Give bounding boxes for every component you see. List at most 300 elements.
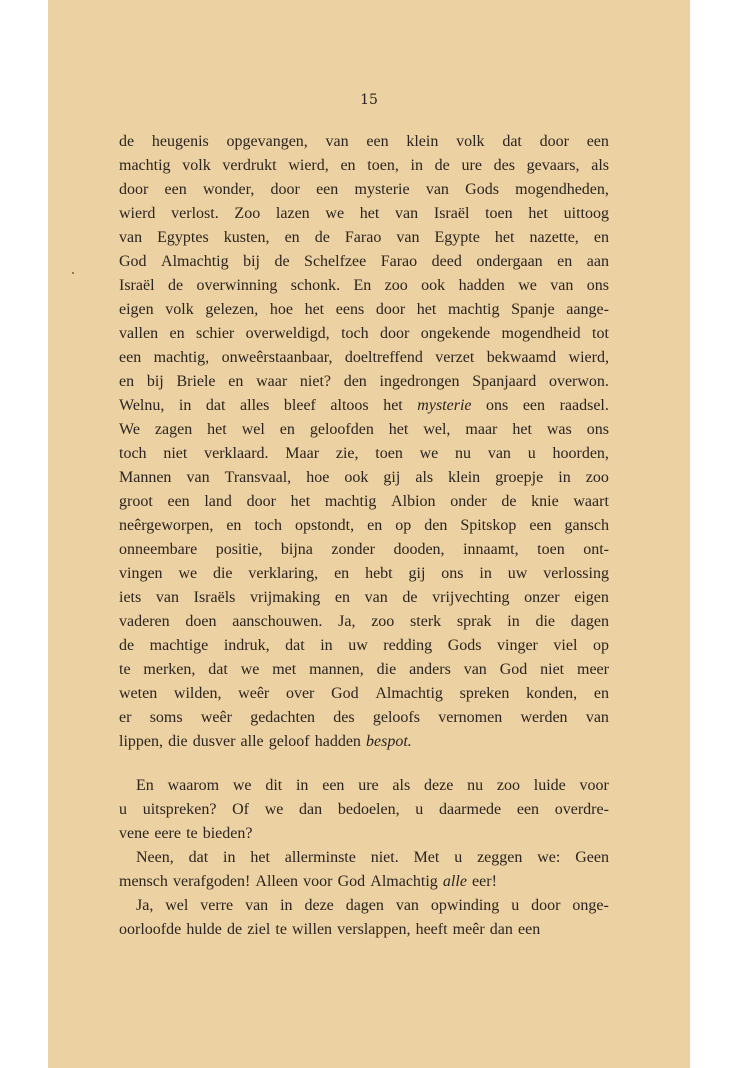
word: in (558, 469, 571, 486)
word: vingen (119, 565, 163, 582)
word: lazen (275, 205, 310, 222)
word: Neen, (136, 849, 174, 866)
text-block-main (119, 130, 609, 754)
word: verlossing (543, 565, 609, 582)
word: niet (540, 661, 565, 678)
word: klein (448, 469, 481, 486)
word: Ja, (136, 897, 154, 914)
word: heeft (415, 921, 448, 938)
word: met (272, 661, 297, 678)
word: We (119, 421, 140, 438)
word: knie (531, 493, 559, 510)
word: kusten, (223, 229, 270, 246)
word: Met (413, 849, 440, 866)
word: en (279, 421, 295, 438)
word: een (529, 517, 552, 534)
text-line (119, 466, 609, 490)
word: de (402, 589, 418, 606)
word: Almachtig (370, 873, 438, 890)
word: innaamt, (463, 541, 519, 558)
word: zoo (585, 469, 609, 486)
word: het (416, 301, 437, 318)
word: en (228, 373, 244, 390)
word: de (226, 921, 243, 938)
word: bespot. (366, 733, 412, 750)
word: te (275, 921, 287, 938)
word: geloofs (372, 709, 420, 726)
word: van (463, 661, 487, 678)
word: in (223, 849, 236, 866)
text-line (119, 250, 609, 274)
word: eer! (472, 873, 497, 890)
word: Farao (380, 253, 418, 270)
word: bekwaamd (486, 349, 557, 366)
word: deed (431, 253, 462, 270)
word: een (119, 349, 142, 366)
word: God (119, 253, 147, 270)
word: God (337, 873, 366, 890)
word: God (499, 661, 528, 678)
text-line (119, 370, 609, 394)
word: het (388, 421, 409, 438)
word: des (333, 709, 355, 726)
word: Israël (119, 277, 155, 294)
word: Spanjaard (472, 373, 537, 390)
word: verlost. (171, 205, 219, 222)
word: bij (146, 373, 164, 390)
word: vaderen (119, 613, 170, 630)
word: luide (533, 777, 566, 794)
word: en (284, 229, 300, 246)
word: u (119, 801, 127, 818)
word: altoos (330, 397, 369, 414)
word: we (264, 801, 284, 818)
text-line (119, 514, 609, 538)
page-number: 15 (360, 92, 378, 108)
text-line (119, 634, 609, 658)
word: waarom (167, 777, 220, 794)
word: van (395, 897, 419, 914)
word: zie, (335, 445, 359, 462)
word: niet? (299, 373, 331, 390)
word: vernomen (438, 709, 503, 726)
word: deze (304, 897, 334, 914)
word: we (325, 205, 345, 222)
text-line (119, 202, 609, 226)
word: we (518, 277, 537, 294)
word: verklaard. (204, 445, 269, 462)
word: Ja, (338, 613, 356, 630)
word: en (119, 373, 135, 390)
word: het (250, 849, 270, 866)
word: van (364, 589, 388, 606)
word: bedoelen, (337, 801, 400, 818)
word: en (169, 325, 185, 342)
word: sprak (456, 613, 492, 630)
word: Farao (344, 229, 382, 246)
word: die (535, 613, 556, 630)
word: verzet (435, 349, 475, 366)
word: den (343, 373, 367, 390)
word: Spitskop (460, 517, 517, 534)
word: verdrukt (222, 157, 277, 174)
word: vrijvechting (432, 589, 510, 606)
word: ons (586, 277, 609, 294)
word: toch (119, 445, 147, 462)
word: opstondt, (294, 517, 355, 534)
word: weêr (200, 709, 232, 726)
word: en (334, 565, 350, 582)
word: aange- (566, 301, 609, 318)
word: overwon. (548, 373, 609, 390)
word: in (507, 613, 520, 630)
word: wonder, (202, 181, 255, 198)
word: alle (442, 873, 467, 890)
word: in (410, 157, 423, 174)
word: van (585, 709, 609, 726)
word: eens (335, 301, 365, 318)
word: neêrgeworpen, (119, 517, 214, 534)
word: wel (241, 421, 265, 438)
word: we (232, 777, 252, 794)
word: het (207, 421, 227, 438)
word: ook (421, 277, 446, 294)
text-line (119, 178, 609, 202)
text-line (119, 894, 609, 918)
word: positie, (215, 541, 263, 558)
word: eigen (119, 301, 154, 318)
word: hoorden, (552, 445, 609, 462)
word: nu (467, 777, 484, 794)
word: voor (579, 777, 609, 794)
word: een (164, 181, 187, 198)
word: onweêrstaanbaar, (221, 349, 333, 366)
word: we (178, 565, 198, 582)
word: dat (208, 661, 228, 678)
word: verafgoden! (172, 873, 251, 890)
word: willen (292, 921, 333, 938)
word: geloofden (309, 421, 374, 438)
word: dan (489, 921, 513, 938)
word: en (226, 517, 242, 534)
word: Israëls (193, 589, 236, 606)
word: het (383, 397, 403, 414)
word: mannen, (309, 661, 364, 678)
word: in (178, 397, 192, 414)
word: dagen (345, 897, 384, 914)
word: gij (383, 469, 401, 486)
word: van (395, 205, 419, 222)
word: klein (406, 133, 439, 150)
word: hadden (458, 277, 505, 294)
word: toen (537, 541, 565, 558)
word: uitspreken? (142, 801, 217, 818)
word: Israël (433, 205, 470, 222)
word: ont- (583, 541, 609, 558)
word: door (119, 181, 149, 198)
word: van (186, 469, 210, 486)
word: die (376, 661, 397, 678)
word: uw (348, 637, 368, 654)
word: machtig (119, 157, 171, 174)
text-line (119, 658, 609, 682)
word: weten (119, 685, 158, 702)
text-line (119, 562, 609, 586)
word: zagen (154, 421, 193, 438)
word: Of (232, 801, 250, 818)
word: onneembare (119, 541, 198, 558)
word: eigen (574, 589, 609, 606)
word: machtig (447, 301, 500, 318)
word: geloof (268, 733, 310, 750)
word: bij (243, 253, 260, 270)
text-line (119, 298, 609, 322)
text-line (119, 226, 609, 250)
word: te (119, 661, 131, 678)
text-line (119, 394, 609, 418)
word: mysterie (417, 397, 472, 414)
text-line (119, 346, 609, 370)
word: machtige (149, 637, 209, 654)
text-line (119, 730, 609, 754)
word: de (119, 133, 135, 150)
word: volk (165, 301, 194, 318)
word: machtig (324, 493, 377, 510)
word: zonder (331, 541, 375, 558)
word: Alleen (255, 873, 299, 890)
text-line (119, 490, 609, 514)
word: God (331, 685, 359, 702)
word: land (204, 493, 232, 510)
text-line (119, 610, 609, 634)
word: in (479, 565, 492, 582)
word: Almachtig (161, 253, 229, 270)
word: niet (163, 445, 188, 462)
word: vinger (497, 637, 538, 654)
word: zoo (371, 613, 395, 630)
word: lippen, (119, 733, 163, 750)
word: zoo (384, 277, 408, 294)
word: raadsel. (559, 397, 609, 414)
word: wilden, (173, 685, 222, 702)
word: waart (573, 493, 609, 510)
book-page (48, 0, 690, 1068)
word: werden (520, 709, 568, 726)
word: gelezen, (205, 301, 259, 318)
word: volk (182, 157, 211, 174)
word: mogendheid (501, 325, 581, 342)
word: dat (285, 637, 305, 654)
word: uw (507, 565, 528, 582)
word: opgevangen, (226, 133, 308, 150)
word: machtig, (153, 349, 210, 366)
word: van (325, 133, 349, 150)
word: van (396, 229, 420, 246)
word: en (340, 157, 356, 174)
word: dooden, (393, 541, 445, 558)
word: verslappen, (337, 921, 411, 938)
word: door (380, 325, 410, 342)
word: en (334, 589, 350, 606)
word: toch (341, 325, 369, 342)
word: dagen (570, 613, 609, 630)
word: een (366, 133, 389, 150)
word: we (419, 445, 439, 462)
word: overdre- (554, 801, 609, 818)
page-speck (72, 272, 74, 274)
text-line (119, 870, 609, 894)
word: wierd, (288, 157, 329, 174)
word: spreken (459, 685, 510, 702)
word: van (119, 229, 143, 246)
word: vallen (119, 325, 159, 342)
word: volk (456, 133, 485, 150)
word: overwinning (196, 277, 278, 294)
word: ingedrongen (379, 373, 460, 390)
word: niet. (370, 849, 399, 866)
word: een (316, 181, 339, 198)
text-block-second (119, 774, 609, 942)
word: in (280, 897, 293, 914)
word: dit (265, 777, 283, 794)
word: dusver (192, 733, 236, 750)
word: Almachtig (375, 685, 443, 702)
word: en (557, 253, 573, 270)
text-line (119, 442, 609, 466)
word: mogendheden, (515, 181, 609, 198)
word: dat (205, 397, 226, 414)
word: van (425, 181, 449, 198)
word: bijna (280, 541, 313, 558)
word: wel, (423, 421, 451, 438)
word: het (528, 205, 548, 222)
word: doeltreffend (344, 349, 423, 366)
word: En (353, 277, 372, 294)
word: zeggen (477, 849, 523, 866)
word: en (367, 517, 383, 534)
word: vene (119, 825, 150, 842)
word: die (168, 733, 188, 750)
word: toch (254, 517, 282, 534)
word: nazette, (529, 229, 579, 246)
word: Albion (391, 493, 436, 510)
word: iets (119, 589, 142, 606)
word: en (593, 229, 609, 246)
word: konden, (526, 685, 578, 702)
word: sterk (410, 613, 442, 630)
word: een (522, 397, 546, 414)
word: ziel (247, 921, 271, 938)
word: hulde (186, 921, 222, 938)
word: Egypte (434, 229, 480, 246)
word: van (155, 589, 179, 606)
word: op (592, 637, 609, 654)
word: Geen (575, 849, 609, 866)
text-line (119, 774, 609, 798)
word: u (511, 897, 520, 914)
word: van (487, 445, 511, 462)
text-line (119, 322, 609, 346)
text-line (119, 586, 609, 610)
word: anders (409, 661, 451, 678)
word: bieden? (202, 825, 253, 842)
word: Mannen (119, 469, 172, 486)
word: dat (188, 849, 209, 866)
word: schonk. (290, 277, 341, 294)
word: Schelfzee (304, 253, 367, 270)
word: hoe (269, 301, 293, 318)
word: die (212, 565, 233, 582)
word: hebt (365, 565, 393, 582)
word: gedachten (250, 709, 316, 726)
text-line (119, 130, 609, 154)
word: hoe (306, 469, 330, 486)
word: bleef (283, 397, 316, 414)
word: gij (408, 565, 426, 582)
word: door (270, 181, 300, 198)
word: op (395, 517, 412, 534)
word: hadden (314, 733, 361, 750)
word: deze (423, 777, 454, 794)
text-line (119, 706, 609, 730)
word: onge- (572, 897, 609, 914)
word: ons (586, 421, 609, 438)
word: schier (196, 325, 235, 342)
word: allerminste (284, 849, 356, 866)
word: door (375, 301, 406, 318)
text-line (119, 798, 609, 822)
word: mensch (119, 873, 168, 890)
word: door (246, 493, 276, 510)
word: ons (441, 565, 464, 582)
text-line (119, 918, 609, 942)
word: Spanje (511, 301, 555, 318)
word: dat (502, 133, 522, 150)
word: wierd, (568, 349, 609, 366)
word: uittoog (563, 205, 609, 222)
text-line (119, 822, 609, 846)
word: meer (577, 661, 609, 678)
word: het (494, 229, 515, 246)
word: de (167, 277, 184, 294)
word: weêr (238, 685, 270, 702)
word: u (454, 849, 463, 866)
word: En (136, 777, 154, 794)
word: opwinding (430, 897, 500, 914)
word: ure (358, 777, 379, 794)
word: en (593, 685, 609, 702)
text-line (119, 538, 609, 562)
word: dan (299, 801, 323, 818)
word: voor (303, 873, 333, 890)
word: meêr (452, 921, 485, 938)
word: alle (240, 733, 264, 750)
word: door (531, 897, 561, 914)
word: groepje (495, 469, 544, 486)
word: verklaring, (248, 565, 319, 582)
word: toen (485, 205, 513, 222)
word: de (119, 637, 135, 654)
word: wierd (119, 205, 156, 222)
word: Gods (447, 637, 482, 654)
word: gevaars, (526, 157, 580, 174)
word: een (167, 493, 190, 510)
word: Zoo (234, 205, 261, 222)
word: de (274, 253, 290, 270)
word: Briele (176, 373, 216, 390)
word: de (501, 493, 517, 510)
word: er (119, 709, 132, 726)
